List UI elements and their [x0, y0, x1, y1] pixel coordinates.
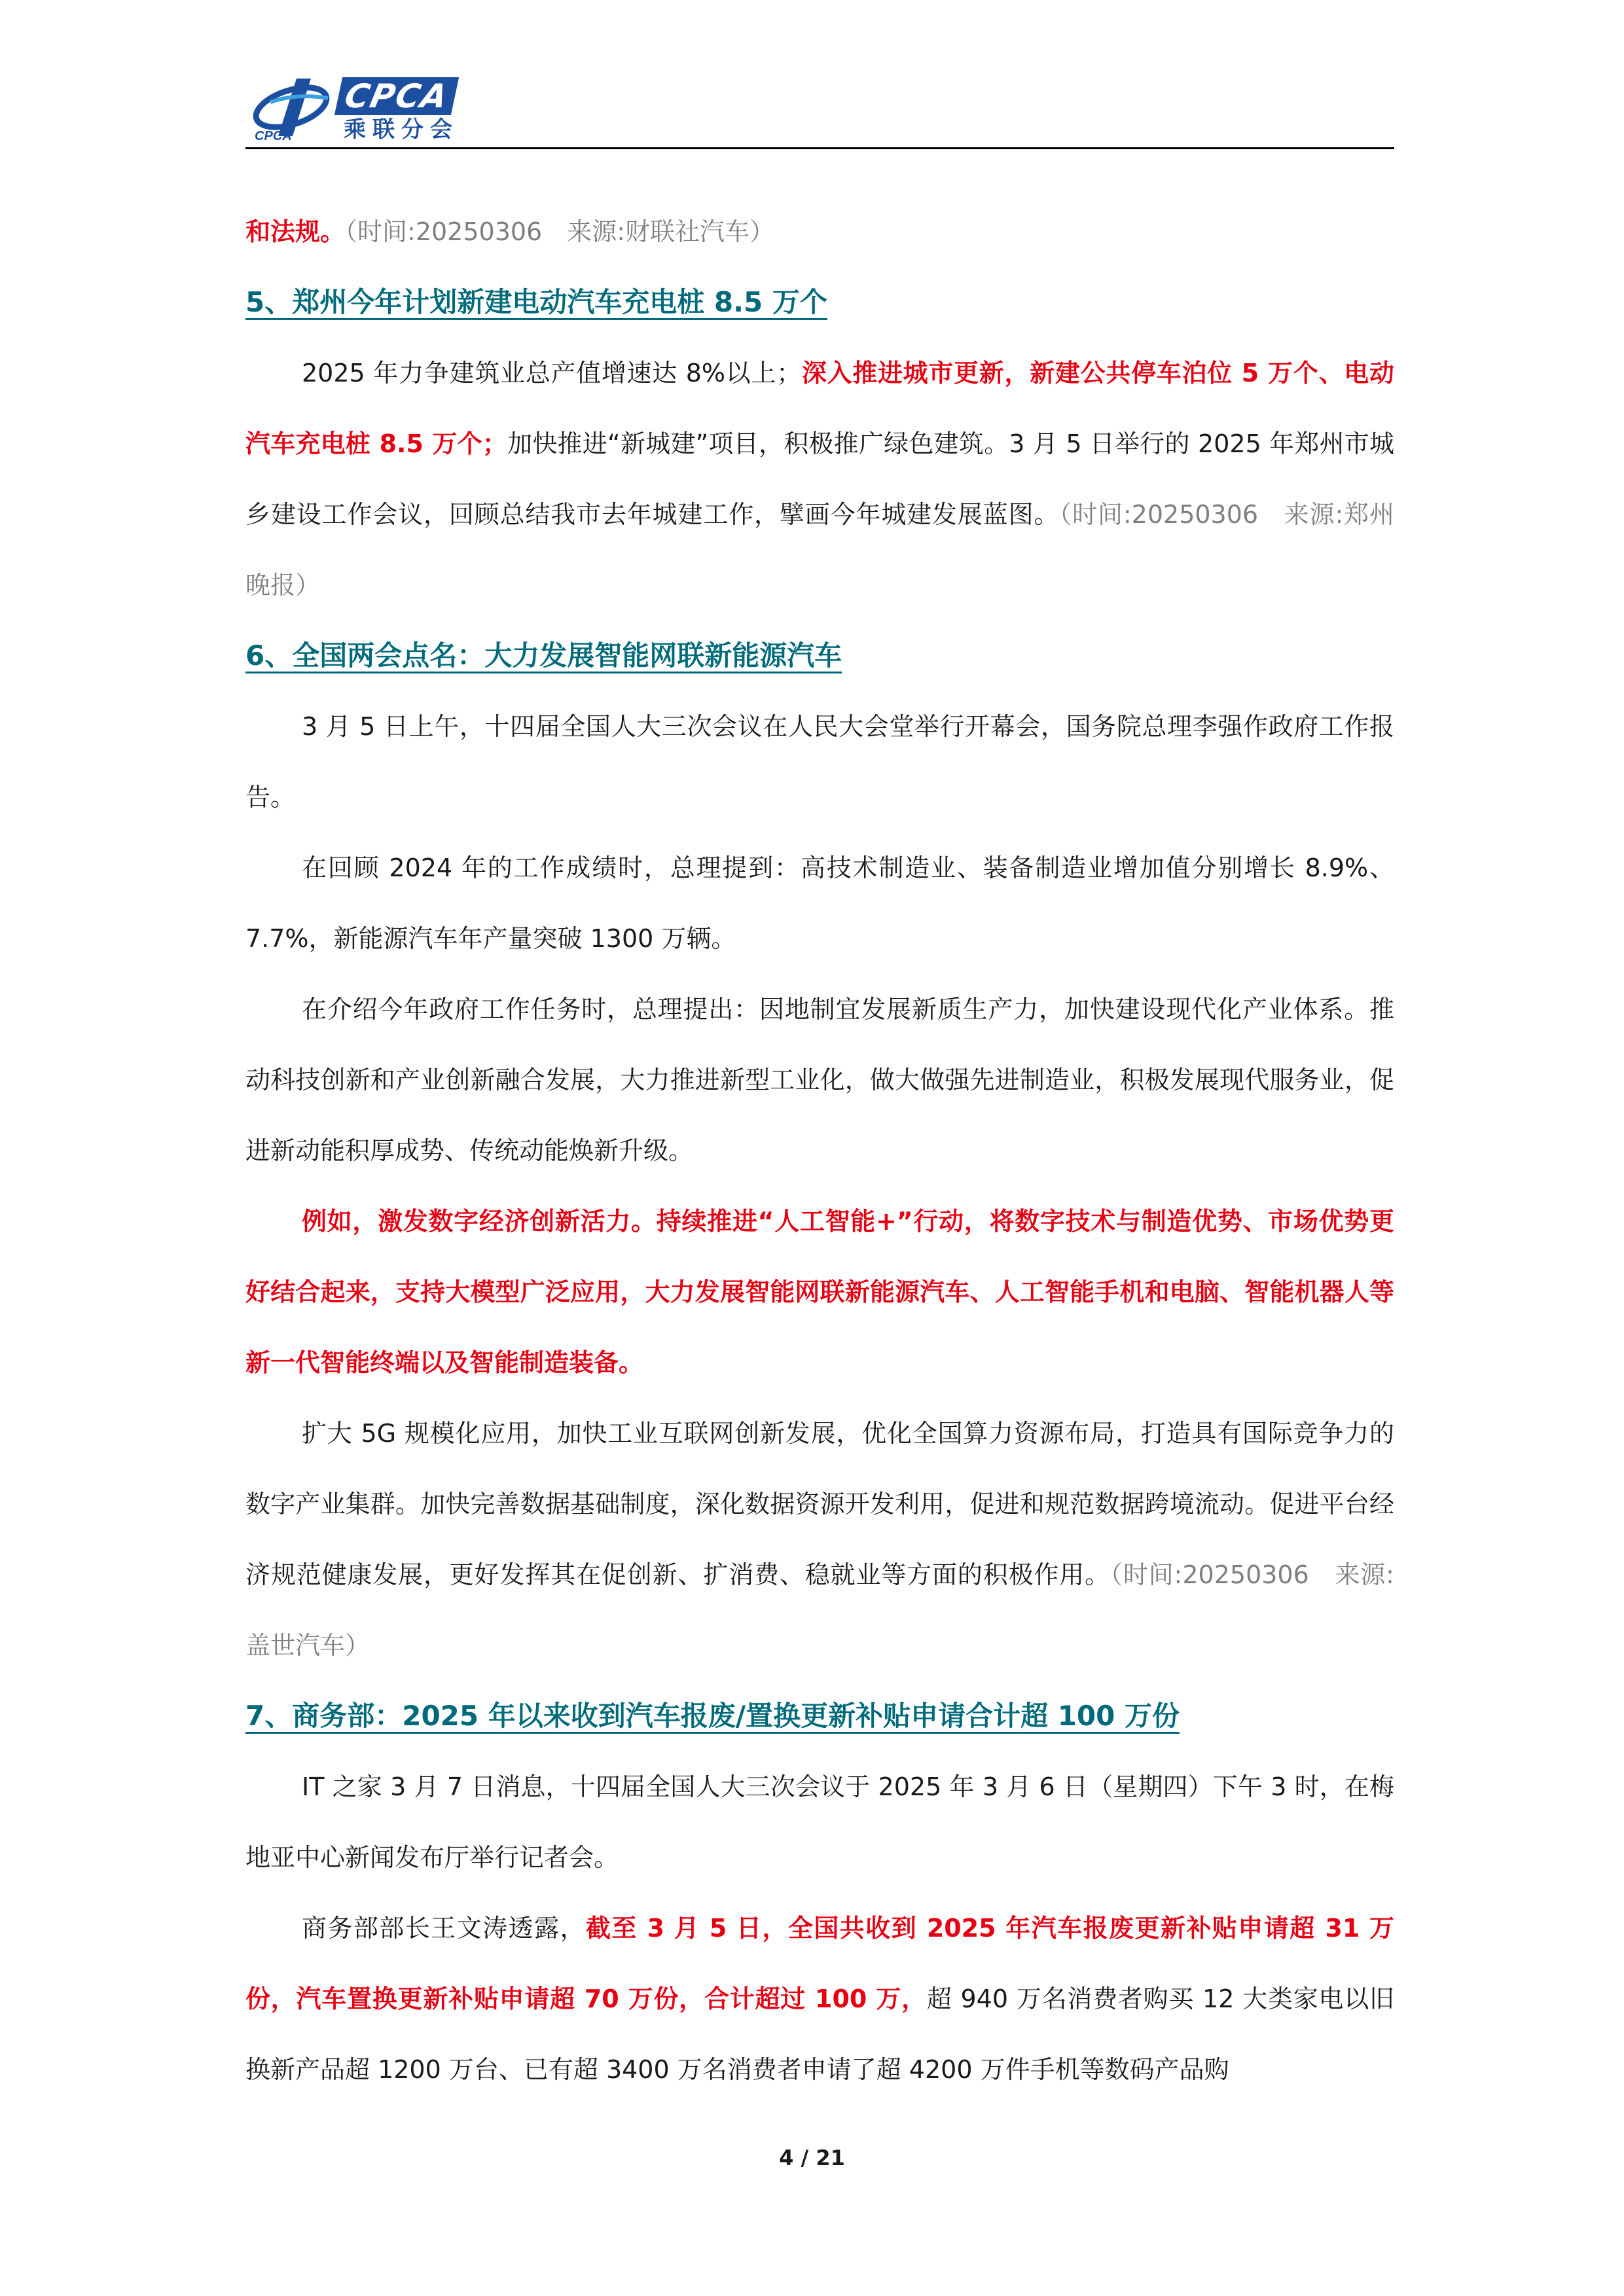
page-number: 4 / 21 [779, 2145, 845, 2170]
header-divider [245, 147, 1394, 149]
section-7-paragraph-2: 商务部部长王文涛透露，截至 3 月 5 日，全国共收到 2025 年汽车报废更新补贴申请超 31 万份，汽车置换更新补贴申请超 70 万份，合计超过 100 万，超 940 万名消费者购买 12 大类家电以旧换新产品超 1200 万台、已有超 3400 万名消费者申请了超 4200 万件手机等数码产品购 [245, 1914, 1395, 2084]
section-heading-6: 6、全国两会点名：大力发展智能网联新能源汽车 [245, 639, 842, 672]
source-note: （时间:20250306 来源:财联社汽车） [345, 217, 775, 246]
section-6-paragraph-3: 在介绍今年政府工作任务时，总理提出：因地制宜发展新质生产力，加快建设现代化产业体系。推动科技创新和产业创新融合发展，大力推进新型工业化，做大做强先进制造业，积极发展现代服务业，促进新动能积厚成势、传统动能焕新升级。 [245, 995, 1394, 1165]
section-6-paragraph-2: 在回顾 2024 年的工作成绩时，总理提到：高技术制造业、装备制造业增加值分别增长 8.9%、7.7%，新能源汽车年产量突破 1300 万辆。 [245, 853, 1394, 953]
section-7-paragraph-1: IT 之家 3 月 7 日消息，十四届全国人大三次会议于 2025 年 3 月 6 日（星期四）下午 3 时，在梅地亚中心新闻发布厅举行记者会。 [245, 1772, 1394, 1872]
source-note: （时间:20250306 来源:盖世汽车） [245, 1560, 1394, 1660]
red-emphasis: 深入推进城市更新，新建公共停车泊位 5 万个、电动汽车充电桩 8.5 万个； [245, 359, 1394, 458]
section-heading-5: 5、郑州今年计划新建电动汽车充电桩 8.5 万个 [245, 286, 827, 318]
source-note: （时间:20250306 来源:郑州晚报） [245, 500, 1394, 600]
document-body [245, 196, 1394, 2105]
red-emphasis: 截至 3 月 5 日，全国共收到 2025 年汽车报废更新补贴申请超 31 万份，汽车置换更新补贴申请超 70 万份，合计超过 100 万， [245, 1914, 1394, 2013]
red-emphasis: 和法规。 [245, 217, 346, 246]
section-5-paragraph: 2025 年力争建筑业总产值增速达 8%以上；深入推进城市更新，新建公共停车泊位 5 万个、电动汽车充电桩 8.5 万个；加快推进“新城建”项目，积极推广绿色建筑。3 月 5 日举行的 2025 年郑州市城乡建设工作会议，回顾总结我市去年城建工作，擘画今年城建发展蓝图。（时间:20250306 来源:郑州晚报） [245, 359, 1394, 600]
cpca-logo-icon [251, 73, 342, 143]
page-header [245, 71, 1394, 148]
logo-subtext: 乘联分会 [344, 117, 459, 143]
logo-mark-text: CPCA [255, 129, 292, 143]
section-6-paragraph-5: 扩大 5G 规模化应用，加快工业互联网创新发展，优化全国算力资源布局，打造具有国际竞争力的数字产业集群。加快完善数据基础制度，深化数据资源开发利用，促进和规范数据跨境流动。促进平台经济规范健康发展，更好发挥其在促创新、扩消费、稳就业等方面的积极作用。（时间:20250306 来源:盖世汽车） [245, 1419, 1394, 1660]
section-6-paragraph-4: 例如，激发数字经济创新活力。持续推进“人工智能+”行动，将数字技术与制造优势、市场优势更好结合起来，支持大模型广泛应用，大力发展智能网联新能源汽车、人工智能手机和电脑、智能机器人等新一代智能终端以及智能制造装备。 [245, 1207, 1394, 1377]
section-heading-7: 7、商务部：2025 年以来收到汽车报废/置换更新补贴申请合计超 100 万份 [245, 1700, 1180, 1732]
section-6-paragraph-1: 3 月 5 日上午，十四届全国人大三次会议在人民大会堂举行开幕会，国务院总理李强作政府工作报告。 [245, 712, 1394, 812]
logo-text: CPCA [334, 77, 459, 115]
paragraph-continued [245, 196, 1394, 267]
